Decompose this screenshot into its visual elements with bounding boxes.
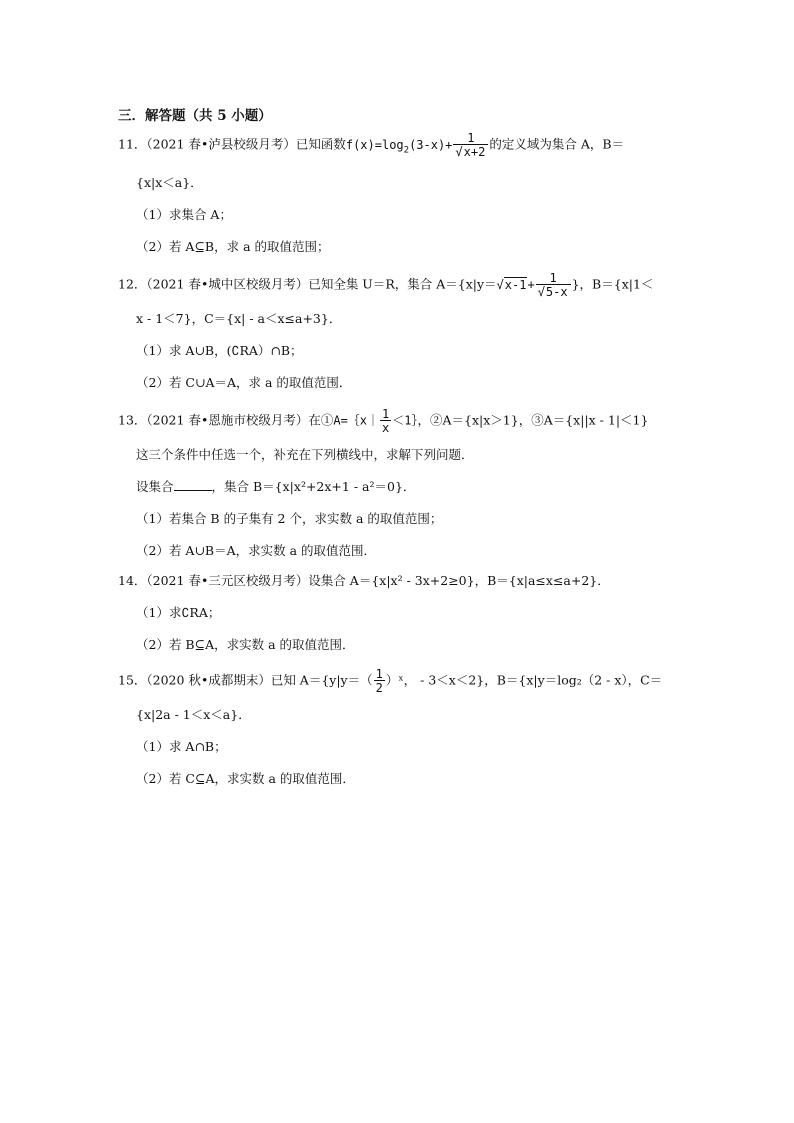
problem-11-stem-line1: 11．（2021 春•泸县校级月考）已知函数$f(x)=\log_2(3-x)+$ $\frac{1}{√x+2}$ 的定义域为集合 A，B＝ — [118, 131, 625, 159]
problem-14-stem: 14．（2021 春•三元区校级月考）设集合 A＝{x|x² - 3x+2≥0}，B＝{x|a≤x≤a+2}． — [118, 573, 610, 588]
section-title: 三．解答题（共 5 小题） — [118, 108, 272, 124]
fraction: $\frac{1}{x}$ — [382, 407, 390, 435]
fraction: $\frac{1}{2}$ — [375, 667, 383, 695]
radical: √x-1 — [496, 277, 527, 292]
problem-11-question-1: （1）求集合 A； — [136, 207, 232, 222]
problem-13-stem-line2: 这三个条件中任选一个，补充在下列横线中，求解下列问题． — [136, 447, 474, 462]
problem-11-question-2: （2）若 A⊆B，求 a 的取值范围； — [136, 239, 330, 254]
fraction: $\frac{1}{√5-x}$ — [536, 272, 571, 298]
fill-blank — [174, 478, 212, 491]
problem-12-question-2: （2）若 C∪A＝A，求 a 的取值范围． — [136, 375, 352, 390]
problem-13-question-2: （2）若 A∪B＝A，求实数 a 的取值范围． — [136, 543, 377, 558]
problem-15-question-1: （1）求 A∩B； — [136, 739, 227, 754]
problem-15-stem-line1: 15．（2020 秋•成都期末）已知 A＝{y|y＝（ $\frac{1}{2}$ ）ˣ， - 3＜x＜2}，B＝{x|y＝log₂（2 - x），C＝ — [118, 667, 663, 695]
function-expression: $f(x)=\log_2(3-x)+$ — [345, 137, 453, 155]
fraction: $\frac{1}{√x+2}$ — [453, 132, 488, 158]
problem-13-stem-line3: 设集合 ，集合 B＝{x|x²+2x+1 - a²＝0}． — [136, 479, 416, 494]
problem-13-stem-line1: 13．（2021 春•恩施市校级月考）在①A=｛x｜ $\frac{1}{x}$ ＜1｝，②A＝{x|x＞1}，③A＝{x||x - 1|＜1} — [118, 407, 649, 435]
problem-12-stem-line1: 12．（2021 春•城中区校级月考）已知全集 U＝R，集合 A＝{x|y＝√x-1+ $\frac{1}{√5-x}$ }，B＝{x|1＜ — [118, 271, 654, 299]
problem-11-stem-line2: {x|x＜a}． — [136, 175, 203, 190]
problem-13-question-1: （1）若集合 B 的子集有 2 个，求实数 a 的取值范围； — [136, 511, 443, 526]
problem-12-stem-line2: x - 1＜7}，C＝{x| - a＜x≤a+3}． — [136, 311, 342, 326]
problem-15-stem-line2: {x|2a - 1＜x＜a}． — [136, 707, 251, 722]
problem-14-question-2: （2）若 B⊆A，求实数 a 的取值范围． — [136, 637, 355, 652]
problem-12-question-1: （1）求 A∪B，(∁RA）∩B； — [136, 343, 303, 358]
problem-14-question-1: （1）求∁RA； — [136, 605, 221, 620]
problem-15-question-2: （2）若 C⊆A，求实数 a 的取值范围． — [136, 771, 355, 786]
